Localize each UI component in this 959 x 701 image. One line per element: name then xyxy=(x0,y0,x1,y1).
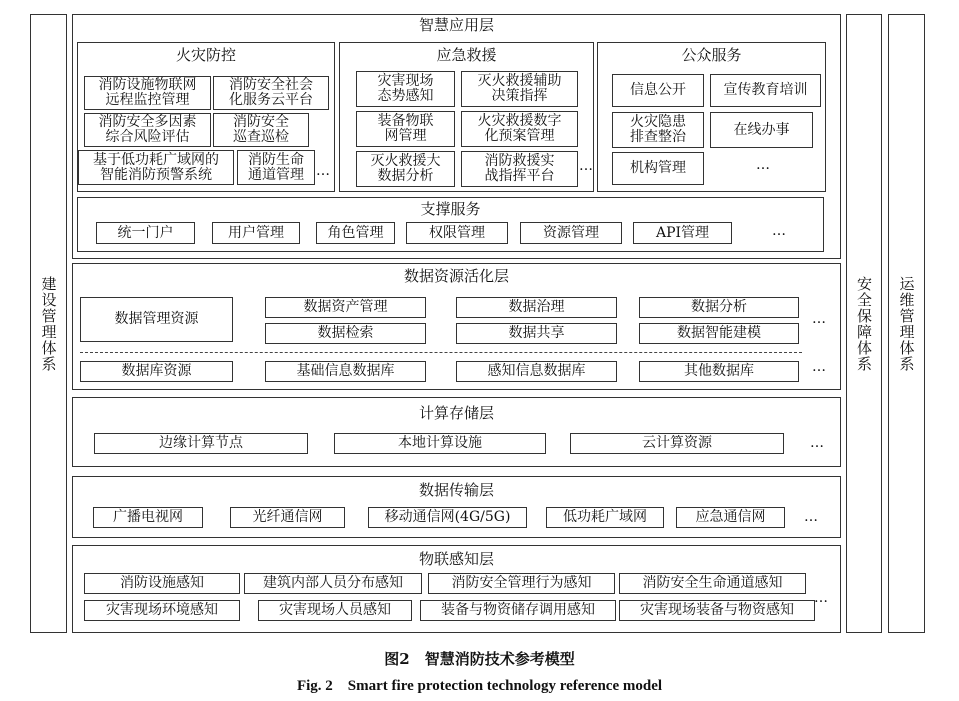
data-item: 数据共享 xyxy=(456,323,617,344)
compute-item: 云计算资源 xyxy=(570,433,784,454)
support-item: 用户管理 xyxy=(212,222,300,244)
fire-control-title: 火灾防控 xyxy=(175,46,236,64)
figure-caption-zh: 图2 智慧消防技术参考模型 xyxy=(384,650,575,668)
data-item: 数据分析 xyxy=(639,297,799,318)
transport-more: … xyxy=(804,509,819,525)
figure-caption-en: Fig. 2 Smart fire protection technology reference model xyxy=(296,678,663,694)
data-item: 数据智能建模 xyxy=(639,323,799,344)
data-separator xyxy=(80,352,802,353)
public-item-institution: 机构管理 xyxy=(612,152,704,185)
database-item: 其他数据库 xyxy=(639,361,799,382)
iot-item: 装备与物资储存调用感知 xyxy=(420,600,616,621)
public-item-training: 宣传教育培训 xyxy=(710,74,821,107)
data-mgmt-resource: 数据管理资源 xyxy=(80,297,233,342)
transport-item: 光纤通信网 xyxy=(230,507,345,528)
support-item: 资源管理 xyxy=(520,222,622,244)
public-item-online: 在线办事 xyxy=(710,112,813,148)
fire-control-more: … xyxy=(316,163,331,179)
emergency-more: … xyxy=(579,158,594,174)
app-layer-title: 智慧应用层 xyxy=(418,16,494,34)
transport-item: 移动通信网(4G/5G) xyxy=(368,507,527,528)
operations-label: 运维管理体系 xyxy=(897,275,916,372)
support-item: 统一门户 xyxy=(96,222,195,244)
transport-layer-title: 数据传输层 xyxy=(418,481,494,499)
transport-item: 应急通信网 xyxy=(676,507,785,528)
emergency-item: 灭火救援辅助 决策指挥 xyxy=(461,71,578,107)
iot-item: 消防安全管理行为感知 xyxy=(428,573,615,594)
emergency-item: 装备物联 网管理 xyxy=(356,111,455,147)
iot-more: … xyxy=(814,590,829,606)
support-item: 角色管理 xyxy=(316,222,395,244)
iot-item: 消防设施感知 xyxy=(84,573,240,594)
public-more: … xyxy=(756,157,771,173)
data-item: 数据治理 xyxy=(456,297,617,318)
database-item: 感知信息数据库 xyxy=(456,361,617,382)
fire-control-item: 基于低功耗广域网的 智能消防预警系统 xyxy=(78,150,234,185)
transport-item: 低功耗广域网 xyxy=(546,507,664,528)
public-item-info: 信息公开 xyxy=(612,74,704,107)
transport-item: 广播电视网 xyxy=(93,507,203,528)
construction-management-column xyxy=(30,14,67,633)
database-item: 基础信息数据库 xyxy=(265,361,426,382)
security-column xyxy=(846,14,882,633)
fire-control-item: 消防安全多因素 综合风险评估 xyxy=(84,113,211,147)
fire-control-item: 消防安全社会 化服务云平台 xyxy=(213,76,329,110)
support-item: 权限管理 xyxy=(406,222,508,244)
fire-control-item: 消防生命 通道管理 xyxy=(237,150,315,185)
database-item: 数据库资源 xyxy=(80,361,233,382)
emergency-item: 灾害现场 态势感知 xyxy=(356,71,455,107)
public-service-title: 公众服务 xyxy=(681,46,742,64)
fire-control-item: 消防设施物联网 远程监控管理 xyxy=(84,76,211,110)
construction-management-label: 建设管理体系 xyxy=(39,275,58,372)
data-more-top: … xyxy=(812,311,827,327)
iot-item: 灾害现场环境感知 xyxy=(84,600,240,621)
iot-item: 灾害现场装备与物资感知 xyxy=(619,600,815,621)
iot-layer-title: 物联感知层 xyxy=(418,550,494,568)
support-service-title: 支撑服务 xyxy=(420,200,481,218)
data-item: 数据资产管理 xyxy=(265,297,426,318)
compute-item: 本地计算设施 xyxy=(334,433,546,454)
compute-layer xyxy=(72,397,841,467)
public-item-hazard: 火灾隐患 排查整治 xyxy=(612,112,704,148)
compute-more: … xyxy=(810,435,825,451)
emergency-item: 灭火救援大 数据分析 xyxy=(356,151,455,187)
data-more-bottom: … xyxy=(812,359,827,375)
emergency-item: 火灾救援数字 化预案管理 xyxy=(461,111,578,147)
fire-control-item: 消防安全 巡查巡检 xyxy=(213,113,309,147)
operations-column xyxy=(888,14,925,633)
compute-item: 边缘计算节点 xyxy=(94,433,308,454)
data-layer-title: 数据资源活化层 xyxy=(403,267,509,285)
security-label: 安全保障体系 xyxy=(855,275,873,372)
emergency-item: 消防救援实 战指挥平台 xyxy=(461,151,578,187)
compute-layer-title: 计算存储层 xyxy=(418,404,494,422)
iot-item: 灾害现场人员感知 xyxy=(258,600,412,621)
data-item: 数据检索 xyxy=(265,323,426,344)
emergency-title: 应急救援 xyxy=(436,46,497,64)
iot-item: 建筑内部人员分布感知 xyxy=(244,573,422,594)
support-item: API管理 xyxy=(633,222,732,244)
iot-item: 消防安全生命通道感知 xyxy=(619,573,806,594)
support-more: … xyxy=(772,223,787,239)
